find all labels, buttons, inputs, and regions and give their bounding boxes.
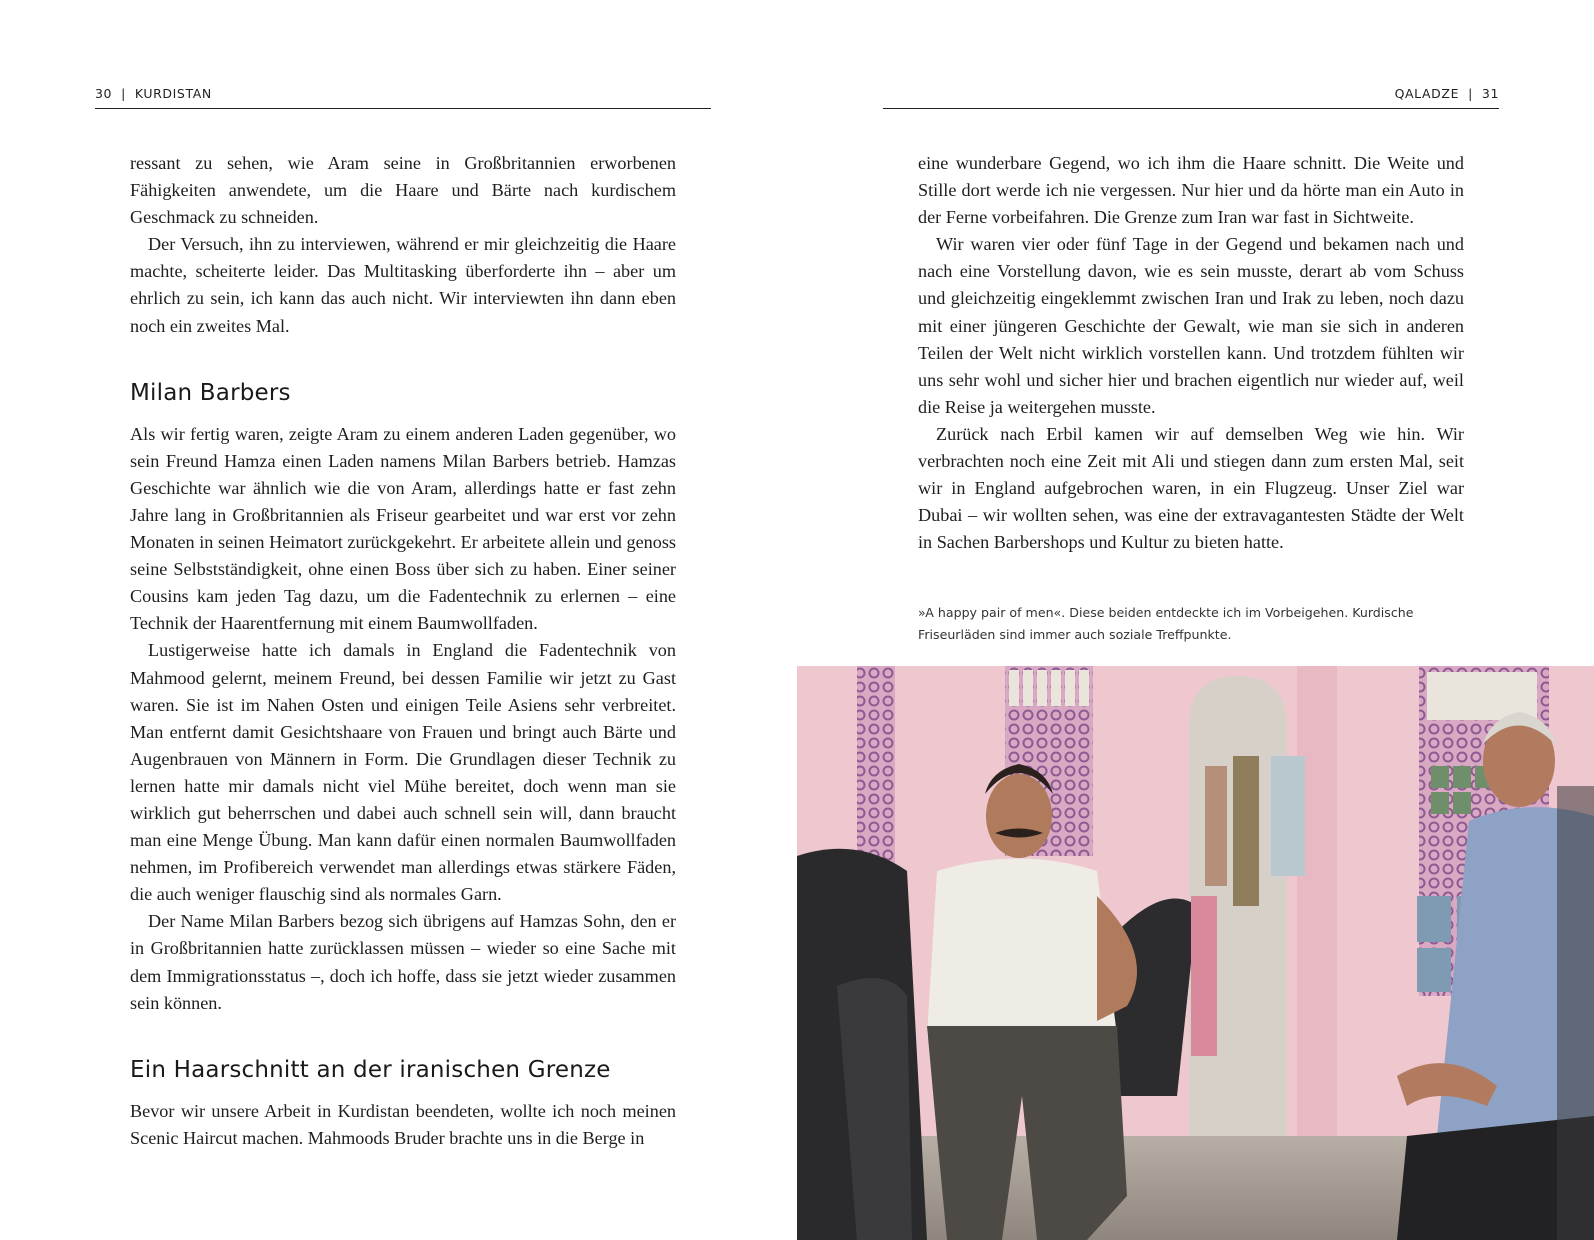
- paragraph: Wir waren vier oder fünf Tage in der Gegend und bekamen nach und nach eine Vorstellung davon, wie es sein musste, derart ab vom Schuss und gleichzeitig eingeklemmt zwischen Iran und Irak zu leben, noch dazu mit einer jüngeren Geschichte der Gewalt, wie man sie sich in anderen Teilen der Welt nicht wirklich vorstellen kann. Und trotzdem fühlten wir uns sehr wohl und sicher hier und brachen eigentlich nur wieder auf, weil die Reise ja weitergehen musste.: [918, 234, 1464, 417]
- paragraph: Der Name Milan Barbers bezog sich übrigens auf Hamzas Sohn, den er in Großbritannien hatte zurücklassen müssen – wieder so eine Sache mit dem Immigrationsstatus –, doch ich hoffe, dass sie jetzt wieder zusammen sein können.: [130, 911, 676, 1013]
- section-title-right: QALADZE: [1394, 86, 1460, 101]
- running-head-separator: |: [1468, 86, 1473, 101]
- right-page: [797, 0, 1594, 1240]
- running-head-right: [883, 86, 1499, 109]
- section-title-left: KURDISTAN: [134, 86, 212, 101]
- running-head-separator: |: [121, 86, 126, 101]
- paragraph: Der Versuch, ihn zu interviewen, während er mir gleichzeitig die Haare machte, scheiterte leider. Das Multitasking überforderte ihn – aber um ehrlich zu sein, ich kann das auch nicht. Wir interviewten ihn dann eben noch ein zweites Mal.: [130, 234, 676, 336]
- section-heading-milan-barbers: Milan Barbers: [130, 379, 291, 406]
- paragraph: Lustigerweise hatte ich damals in England die Fadentechnik von Mahmood gelernt, meinem Freund, bei dessen Familie wir jetzt zu Gast waren. Sie ist im Nahen Osten und einigen Teile Asiens sehr verbreitet. Man entfernt damit Gesichtshaare von Frauen und bringt auch Bärte und Augenbrauen von Männern in Form. Die Grundlagen dieser Technik zu lernen hatte mir damals nicht viel Mühe bereitet, doch wenn man sie wirklich gut beherrschen und dabei auch schnell sein will, dann braucht man eine Menge Übung. Man kann dafür einen normalen Baumwollfaden nehmen, im Profibereich verwendet man allerdings etwas stärkere Fäden, die auch weniger flauschig sind als normales Garn.: [130, 640, 676, 905]
- barbershop-photo-illustration: [797, 666, 1594, 1240]
- paragraph: Zurück nach Erbil kamen wir auf demselben Weg wie hin. Wir verbrachten noch eine Zeit mit Ali und stiegen dann zum ersten Mal, seit wir in England aufgebrochen waren, in ein Flugzeug. Unser Ziel war Dubai – wir wollten sehen, was eine der extravagantesten Städte der Welt in Sachen Barbershops und Kultur zu bieten hatte.: [918, 423, 1464, 553]
- photo-caption: »A happy pair of men«. Diese beiden entdeckte ich im Vorbeigehen. Kurdische Friseurläden sind immer auch soziale Treffpunkte.: [918, 605, 1414, 642]
- page-number-left: 30: [95, 86, 113, 101]
- section-heading-iranian-border: Ein Haarschnitt an der iranischen Grenze: [130, 1056, 611, 1083]
- left-text-column: [130, 150, 676, 1152]
- page-number-right: 31: [1481, 86, 1499, 101]
- right-text-column: [918, 150, 1464, 556]
- paragraph: ressant zu sehen, wie Aram seine in Großbritannien erworbenen Fähigkeiten anwendete, um die Haare und Bärte nach kurdischem Geschmack zu schneiden.: [130, 153, 676, 228]
- paragraph: Bevor wir unsere Arbeit in Kurdistan beendeten, wollte ich noch meinen Scenic Haircut machen. Mahmoods Bruder brachte uns in die Berge in: [130, 1100, 676, 1148]
- paragraph: Als wir fertig waren, zeigte Aram zu einem anderen Laden gegenüber, wo sein Freund Hamza einen Laden namens Milan Barbers betrieb. Hamzas Geschichte war ähnlich wie die von Aram, allerdings hatte er fast zehn Jahre lang in Großbritannien als Friseur gearbeitet und war erst vor zehn Monaten in seinen Heimatort zurückgekehrt. Er arbeitete allein und genoss seine Selbstständigkeit, ohne einen Boss über sich zu haben. Einer seiner Cousins kam jeden Tag dazu, um die Fadentechnik zu erlernen – eine Technik der Haarentfernung mit einem Baumwollfaden.: [130, 423, 676, 634]
- running-head-left: [95, 86, 711, 109]
- barbershop-photo: [797, 666, 1594, 1240]
- paragraph: eine wunderbare Gegend, wo ich ihm die Haare schnitt. Die Weite und Stille dort werde ich nie vergessen. Nur hier und da hörte man ein Auto in der Ferne vorbeifahren. Die Grenze zum Iran war fast in Sichtweite.: [918, 153, 1464, 228]
